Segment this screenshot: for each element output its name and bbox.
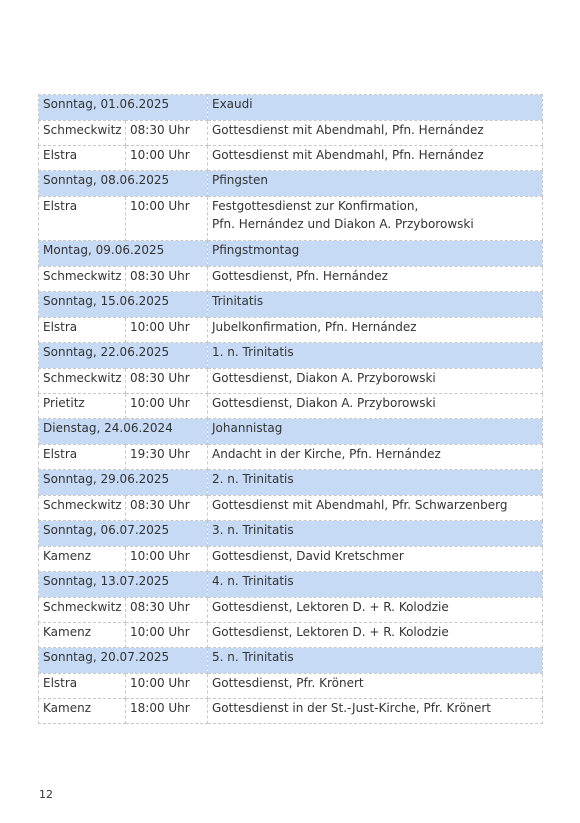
day-header-row <box>39 521 543 547</box>
service-time: 08:30 Uhr <box>126 369 208 394</box>
day-occasion: Johannistag <box>208 419 543 445</box>
service-row <box>39 267 543 292</box>
service-description <box>208 318 543 343</box>
service-time: 08:30 Uhr <box>126 496 208 521</box>
service-description <box>208 267 543 292</box>
service-description <box>208 496 543 521</box>
day-date: Sonntag, 29.06.2025 <box>39 470 208 496</box>
service-time: 10:00 Uhr <box>126 146 208 171</box>
service-row <box>39 369 543 394</box>
day-header-row <box>39 343 543 369</box>
service-description <box>208 394 543 419</box>
day-occasion: 4. n. Trinitatis <box>208 572 543 598</box>
service-description-line: Gottesdienst mit Abendmahl, Pfn. Hernández <box>212 123 484 137</box>
day-header-row <box>39 95 543 121</box>
service-description-line: Andacht in der Kirche, Pfn. Hernández <box>212 447 441 461</box>
service-description <box>208 146 543 171</box>
day-header-row <box>39 470 543 496</box>
day-date: Sonntag, 15.06.2025 <box>39 292 208 318</box>
day-occasion: Pfingsten <box>208 171 543 197</box>
day-header-row <box>39 241 543 267</box>
service-place: Elstra <box>39 146 126 171</box>
service-place: Kamenz <box>39 547 126 572</box>
service-time: 10:00 Uhr <box>126 197 208 241</box>
day-occasion: 1. n. Trinitatis <box>208 343 543 369</box>
service-row <box>39 623 543 648</box>
service-time: 10:00 Uhr <box>126 674 208 699</box>
service-place: Elstra <box>39 445 126 470</box>
service-description <box>208 699 543 724</box>
service-place: Schmeckwitz <box>39 496 126 521</box>
day-header-row <box>39 292 543 318</box>
service-description-line: Gottesdienst, David Kretschmer <box>212 549 404 563</box>
day-header-row <box>39 648 543 674</box>
day-occasion: 5. n. Trinitatis <box>208 648 543 674</box>
service-row <box>39 496 543 521</box>
service-description <box>208 197 543 241</box>
service-description-line: Jubelkonfirmation, Pfn. Hernández <box>212 320 417 334</box>
day-occasion: Trinitatis <box>208 292 543 318</box>
day-header-row <box>39 171 543 197</box>
service-description-line: Gottesdienst mit Abendmahl, Pfn. Hernández <box>212 148 484 162</box>
service-description-line: Gottesdienst, Pfr. Krönert <box>212 676 364 690</box>
service-schedule-table <box>38 94 543 724</box>
service-row <box>39 394 543 419</box>
day-occasion: Pfingstmontag <box>208 241 543 267</box>
service-time: 19:30 Uhr <box>126 445 208 470</box>
service-time: 08:30 Uhr <box>126 598 208 623</box>
day-date: Sonntag, 01.06.2025 <box>39 95 208 121</box>
day-occasion: 3. n. Trinitatis <box>208 521 543 547</box>
service-place: Elstra <box>39 674 126 699</box>
service-time: 10:00 Uhr <box>126 318 208 343</box>
day-header-row <box>39 572 543 598</box>
service-description-line: Gottesdienst, Diakon A. Przyborowski <box>212 396 436 410</box>
service-time: 10:00 Uhr <box>126 623 208 648</box>
service-description-line: Gottesdienst, Lektoren D. + R. Kolodzie <box>212 600 449 614</box>
day-date: Sonntag, 13.07.2025 <box>39 572 208 598</box>
service-row <box>39 674 543 699</box>
service-description <box>208 445 543 470</box>
service-place: Schmeckwitz <box>39 121 126 146</box>
service-time: 08:30 Uhr <box>126 121 208 146</box>
service-place: Schmeckwitz <box>39 369 126 394</box>
service-row <box>39 445 543 470</box>
service-place: Schmeckwitz <box>39 267 126 292</box>
service-place: Kamenz <box>39 699 126 724</box>
day-date: Sonntag, 06.07.2025 <box>39 521 208 547</box>
service-row <box>39 547 543 572</box>
day-date: Dienstag, 24.06.2024 <box>39 419 208 445</box>
service-description-line: Gottesdienst, Diakon A. Przyborowski <box>212 371 436 385</box>
service-description-line: Gottesdienst in der St.-Just-Kirche, Pfr. Krönert <box>212 701 491 715</box>
service-row <box>39 197 543 241</box>
service-place: Kamenz <box>39 623 126 648</box>
schedule-body <box>39 95 543 724</box>
service-row <box>39 121 543 146</box>
service-description-line: Gottesdienst mit Abendmahl, Pfr. Schwarzenberg <box>212 498 508 512</box>
day-occasion: 2. n. Trinitatis <box>208 470 543 496</box>
day-header-row <box>39 419 543 445</box>
service-row <box>39 598 543 623</box>
service-time: 08:30 Uhr <box>126 267 208 292</box>
page-number: 12 <box>39 788 53 801</box>
service-description <box>208 674 543 699</box>
service-description-line: Pfn. Hernández und Diakon A. Przyborowski <box>212 217 474 231</box>
service-place: Schmeckwitz <box>39 598 126 623</box>
service-row <box>39 318 543 343</box>
day-date: Montag, 09.06.2025 <box>39 241 208 267</box>
day-date: Sonntag, 22.06.2025 <box>39 343 208 369</box>
service-place: Elstra <box>39 318 126 343</box>
service-time: 18:00 Uhr <box>126 699 208 724</box>
service-description <box>208 598 543 623</box>
service-description <box>208 369 543 394</box>
service-description <box>208 547 543 572</box>
day-date: Sonntag, 20.07.2025 <box>39 648 208 674</box>
service-place: Prietitz <box>39 394 126 419</box>
service-description-line: Gottesdienst, Lektoren D. + R. Kolodzie <box>212 625 449 639</box>
service-time: 10:00 Uhr <box>126 547 208 572</box>
day-date: Sonntag, 08.06.2025 <box>39 171 208 197</box>
service-place: Elstra <box>39 197 126 241</box>
service-row <box>39 146 543 171</box>
service-time: 10:00 Uhr <box>126 394 208 419</box>
service-description-line: Gottesdienst, Pfn. Hernández <box>212 269 388 283</box>
service-description <box>208 623 543 648</box>
day-occasion: Exaudi <box>208 95 543 121</box>
service-row <box>39 699 543 724</box>
service-description-line: Festgottesdienst zur Konfirmation, <box>212 199 419 213</box>
service-description <box>208 121 543 146</box>
